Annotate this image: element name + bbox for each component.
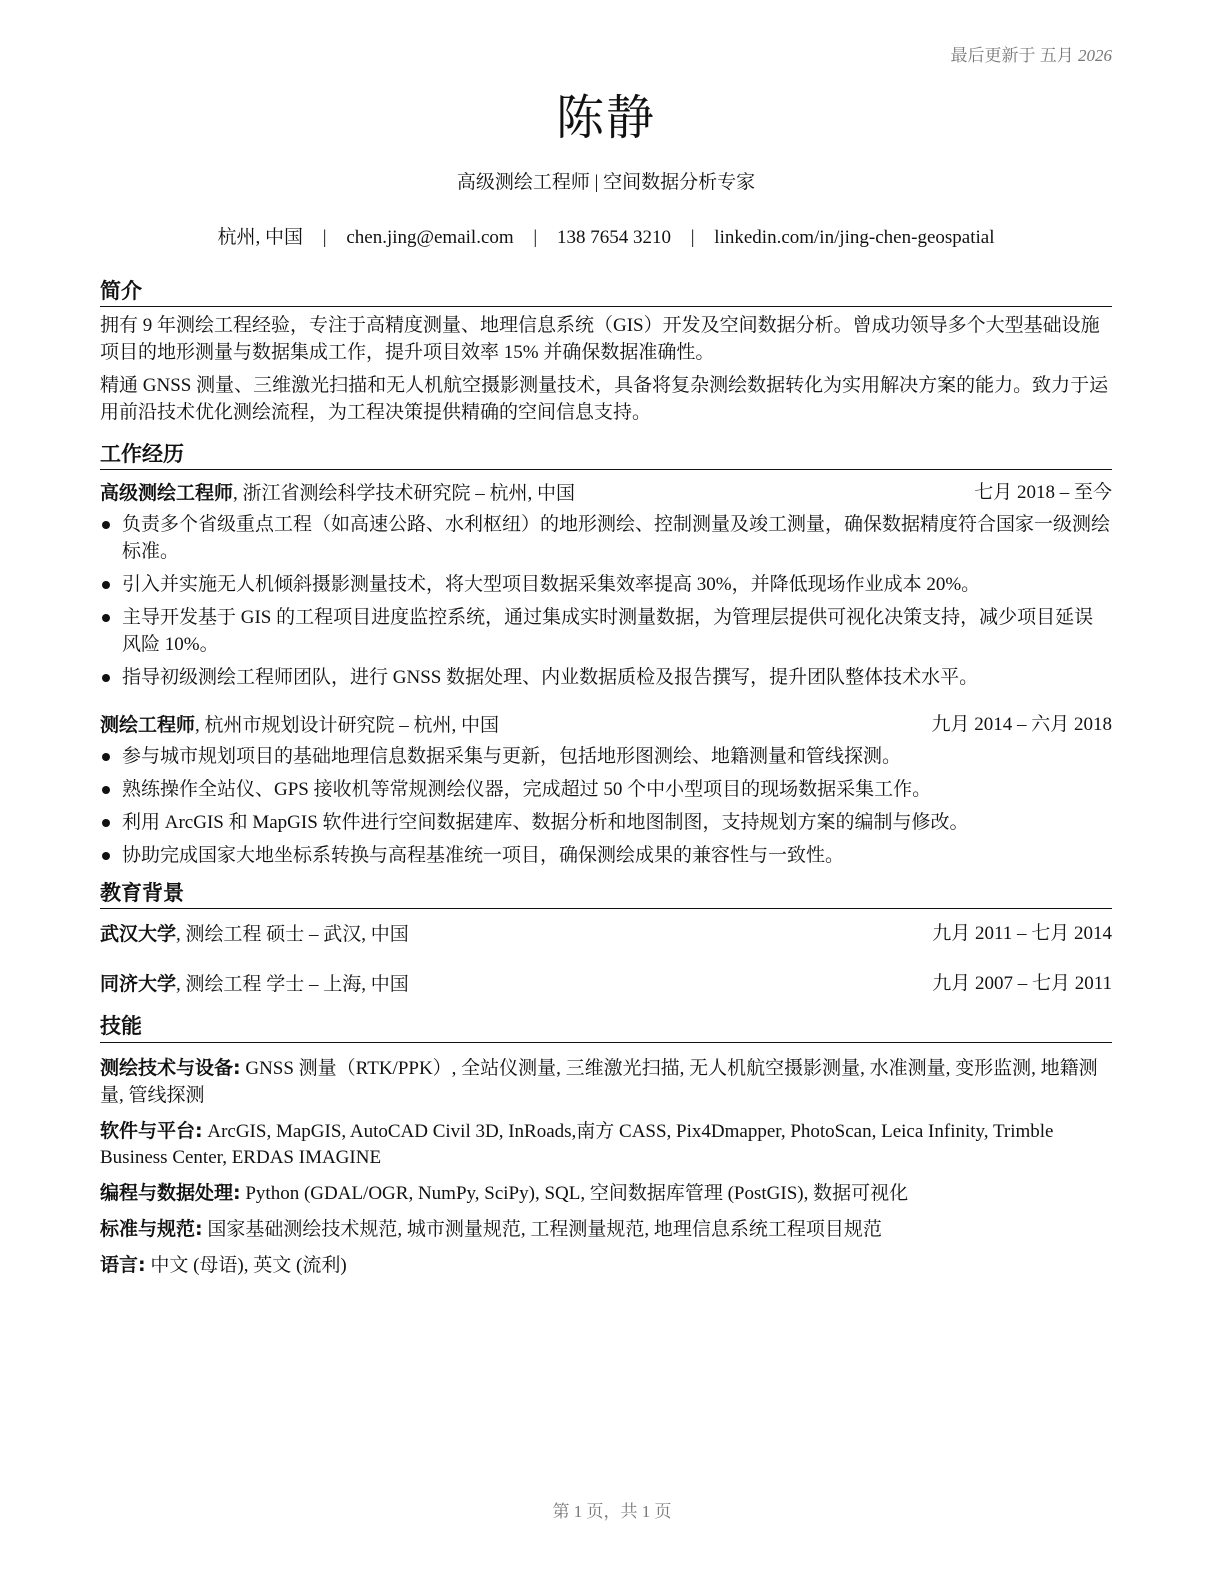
bullet-item — [100, 665, 1112, 692]
bullet-text: 指导初级测绘工程师团队，进行 GNSS 数据处理、内业数据质检及报告撰写，提升团队整体技术水平。 — [122, 667, 979, 689]
skills-section — [100, 1013, 1112, 1280]
last-updated — [951, 44, 1113, 68]
job-bullets — [100, 512, 1112, 692]
bullet-item — [100, 744, 1112, 771]
bullet-icon — [102, 674, 110, 682]
education-dates: 九月 2011 – 七月 2014 — [932, 923, 1112, 945]
job-title: 测绘工程师 — [100, 714, 196, 737]
summary-paragraph: 拥有 9 年测绘工程经验，专注于高精度测量、地理信息系统（GIS）开发及空间数据分析。曾成功领导多个大型基础设施项目的地形测量与数据集成工作，提升项目效率 15% 并确保数据准确性。 — [100, 315, 1100, 364]
degree-detail: , 测绘工程 硕士 – 武汉, 中国 — [176, 924, 409, 946]
skill-label: 软件与平台: — [100, 1119, 203, 1142]
section-title-education: 教育背景 — [100, 880, 1112, 909]
skill-row — [100, 1252, 1112, 1280]
skill-row — [100, 1216, 1112, 1244]
experience-section — [100, 441, 1112, 870]
job-org: , 浙江省测绘科学技术研究院 – 杭州, 中国 — [233, 483, 576, 505]
bullet-item — [100, 843, 1112, 870]
job-entry — [100, 712, 1112, 870]
bullet-text: 引入并实施无人机倾斜摄影测量技术，将大型项目数据采集效率提高 30%，并降低现场作业成本 20%。 — [122, 574, 981, 596]
education-dates: 九月 2007 – 七月 2011 — [932, 973, 1112, 995]
skill-label: 测绘技术与设备: — [100, 1056, 241, 1079]
education-section — [100, 880, 1112, 999]
bullet-text: 负责多个省级重点工程（如高速公路、水利枢纽）的地形测绘、控制测量及竣工测量，确保数据精度符合国家一级测绘标准。 — [122, 514, 1111, 563]
skill-row — [100, 1055, 1112, 1110]
location-text: 杭州, 中国 — [217, 226, 304, 248]
linkedin-link[interactable]: linkedin.com/in/jing-chen-geospatial — [714, 226, 995, 248]
job-header — [100, 480, 1112, 508]
skill-label: 编程与数据处理: — [100, 1182, 241, 1205]
bullet-icon — [102, 581, 110, 589]
section-title-skills: 技能 — [100, 1013, 1112, 1042]
job-dates: 九月 2014 – 六月 2018 — [931, 714, 1112, 736]
bullet-text: 熟练操作全站仪、GPS 接收机等常规测绘仪器，完成超过 50 个中小型项目的现场数据采集工作。 — [122, 779, 932, 801]
bullet-item — [100, 572, 1112, 599]
school-name: 同济大学 — [100, 973, 177, 996]
school-name: 武汉大学 — [100, 923, 177, 946]
skill-label: 语言: — [100, 1254, 146, 1277]
bullet-item — [100, 512, 1112, 566]
skill-value: GNSS 测量（RTK/PPK）, 全站仪测量, 三维激光扫描, 无人机航空摄影测量, 水准测量, 变形监测, 地籍测量, 管线探测 — [100, 1057, 1098, 1106]
bullet-item — [100, 605, 1112, 659]
skill-value: ArcGIS, MapGIS, AutoCAD Civil 3D, InRoads,南方 CASS, Pix4Dmapper, PhotoScan, Leica Infinity, Trimble Business Center, ERDAS IMAGINE — [100, 1120, 1054, 1169]
skill-label: 标准与规范: — [100, 1218, 203, 1241]
contact-separator: | — [690, 226, 695, 248]
skill-value: 中文 (母语), 英文 (流利) — [145, 1255, 347, 1277]
summary-paragraph: 精通 GNSS 测量、三维激光扫描和无人机航空摄影测量技术，具备将复杂测绘数据转化为实用解决方案的能力。致力于运用前沿技术优化测绘流程，为工程决策提供精确的空间信息支持。 — [100, 375, 1109, 424]
education-entry — [100, 921, 1112, 949]
bullet-icon — [102, 819, 110, 827]
job-header — [100, 712, 1112, 740]
last-updated-year: 2026 — [1078, 46, 1112, 65]
bullet-text: 协助完成国家大地坐标系转换与高程基准统一项目，确保测绘成果的兼容性与一致性。 — [122, 845, 845, 867]
education-entry — [100, 971, 1112, 999]
skill-value: 国家基础测绘技术规范, 城市测量规范, 工程测量规范, 地理信息系统工程项目规范 — [202, 1219, 882, 1241]
candidate-name: 陈静 — [555, 90, 656, 146]
job-dates: 七月 2018 – 至今 — [974, 482, 1112, 504]
section-title-summary: 简介 — [100, 278, 1112, 307]
section-title-experience: 工作经历 — [100, 441, 1112, 470]
phone-text: 138 7654 3210 — [556, 226, 671, 248]
email-link[interactable]: chen.jing@email.com — [346, 226, 514, 248]
last-updated-label: 最后更新于 五月 — [950, 46, 1074, 65]
bullet-icon — [102, 614, 110, 622]
page-number: 第 1 页，共 1 页 — [552, 1501, 672, 1521]
contact-separator: | — [322, 226, 327, 248]
bullet-icon — [102, 852, 110, 860]
summary-section — [100, 278, 1112, 427]
bullet-text: 利用 ArcGIS 和 MapGIS 软件进行空间数据建库、数据分析和地图制图，支持规划方案的编制与修改。 — [122, 812, 969, 834]
bullet-icon — [102, 521, 110, 529]
job-title: 高级测绘工程师 — [100, 482, 234, 505]
bullet-text: 主导开发基于 GIS 的工程项目进度监控系统，通过集成实时测量数据，为管理层提供可视化决策支持，减少项目延误风险 10%。 — [122, 607, 1094, 656]
contact-line — [100, 225, 1112, 252]
degree-detail: , 测绘工程 学士 – 上海, 中国 — [176, 974, 409, 996]
skill-value: Python (GDAL/OGR, NumPy, SciPy), SQL, 空间数据库管理 (PostGIS), 数据可视化 — [240, 1183, 909, 1205]
job-entry — [100, 480, 1112, 692]
bullet-item — [100, 810, 1112, 837]
bullet-text: 参与城市规划项目的基础地理信息数据采集与更新，包括地形图测绘、地籍测量和管线探测。 — [122, 746, 902, 768]
bullet-icon — [102, 786, 110, 794]
bullet-icon — [102, 753, 110, 761]
bullet-item — [100, 777, 1112, 804]
job-bullets — [100, 744, 1112, 870]
headline: 高级测绘工程师 | 空间数据分析专家 — [456, 172, 756, 193]
contact-separator: | — [533, 226, 538, 248]
skill-row — [100, 1118, 1112, 1173]
job-org: , 杭州市规划设计研究院 – 杭州, 中国 — [195, 715, 500, 737]
skill-row — [100, 1180, 1112, 1208]
